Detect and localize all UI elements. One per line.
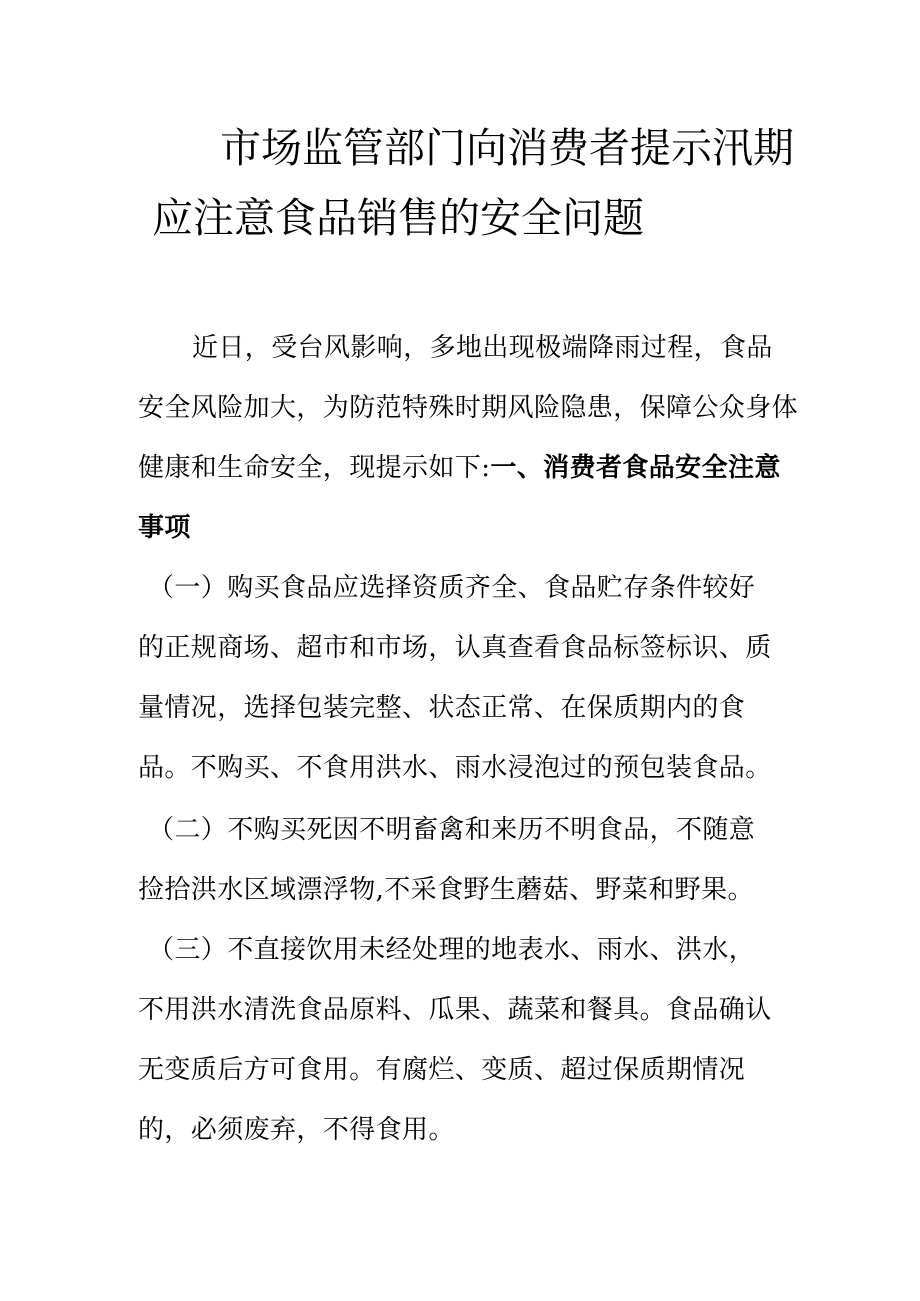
section-heading: 一、消费者食品安全注意 (490, 453, 781, 483)
item3-line-1: （三）不直接饮用未经处理的地表水、雨水、洪水， (148, 935, 756, 965)
item1-line-1: （一）购买食品应选择资质齐全、食品贮存条件较好 (148, 573, 756, 603)
intro-line-2: 安全风险加大，为防范特殊时期风险隐患，保障公众身体 (138, 393, 799, 423)
item2-line-1: （二）不购买死因不明畜禽和来历不明食品，不随意 (148, 815, 756, 845)
section-heading-continued: 事项 (138, 513, 191, 543)
item1-line-4: 品。不购买、不食用洪水、雨水浸泡过的预包装食品。 (138, 753, 772, 783)
intro-line-1: 近日，受台风影响，多地出现极端降雨过程，食品 (192, 333, 773, 363)
title-line-1: 市场监管部门向消费者提示汛期 (220, 124, 794, 172)
item2-line-2: 捡拾洪水区域漂浮物,不采食野生蘑菇、野菜和野果。 (138, 875, 754, 905)
item3-line-2: 不用洪水清洗食品原料、瓜果、蔬菜和餐具。食品确认 (138, 995, 772, 1025)
item3-line-3: 无变质后方可食用。有腐烂、变质、超过保质期情况 (138, 1055, 746, 1085)
title-line-2: 应注意食品销售的安全问题 (152, 194, 644, 242)
item1-line-3: 量情况，选择包装完整、状态正常、在保质期内的食 (138, 693, 746, 723)
item3-line-4: 的，必须废弃，不得食用。 (138, 1115, 455, 1145)
item1-line-2: 的正规商场、超市和市场，认真查看食品标签标识、质 (138, 633, 772, 663)
intro-line-3 (138, 455, 781, 481)
intro-text: 健康和生命安全，现提示如下: (138, 453, 491, 483)
